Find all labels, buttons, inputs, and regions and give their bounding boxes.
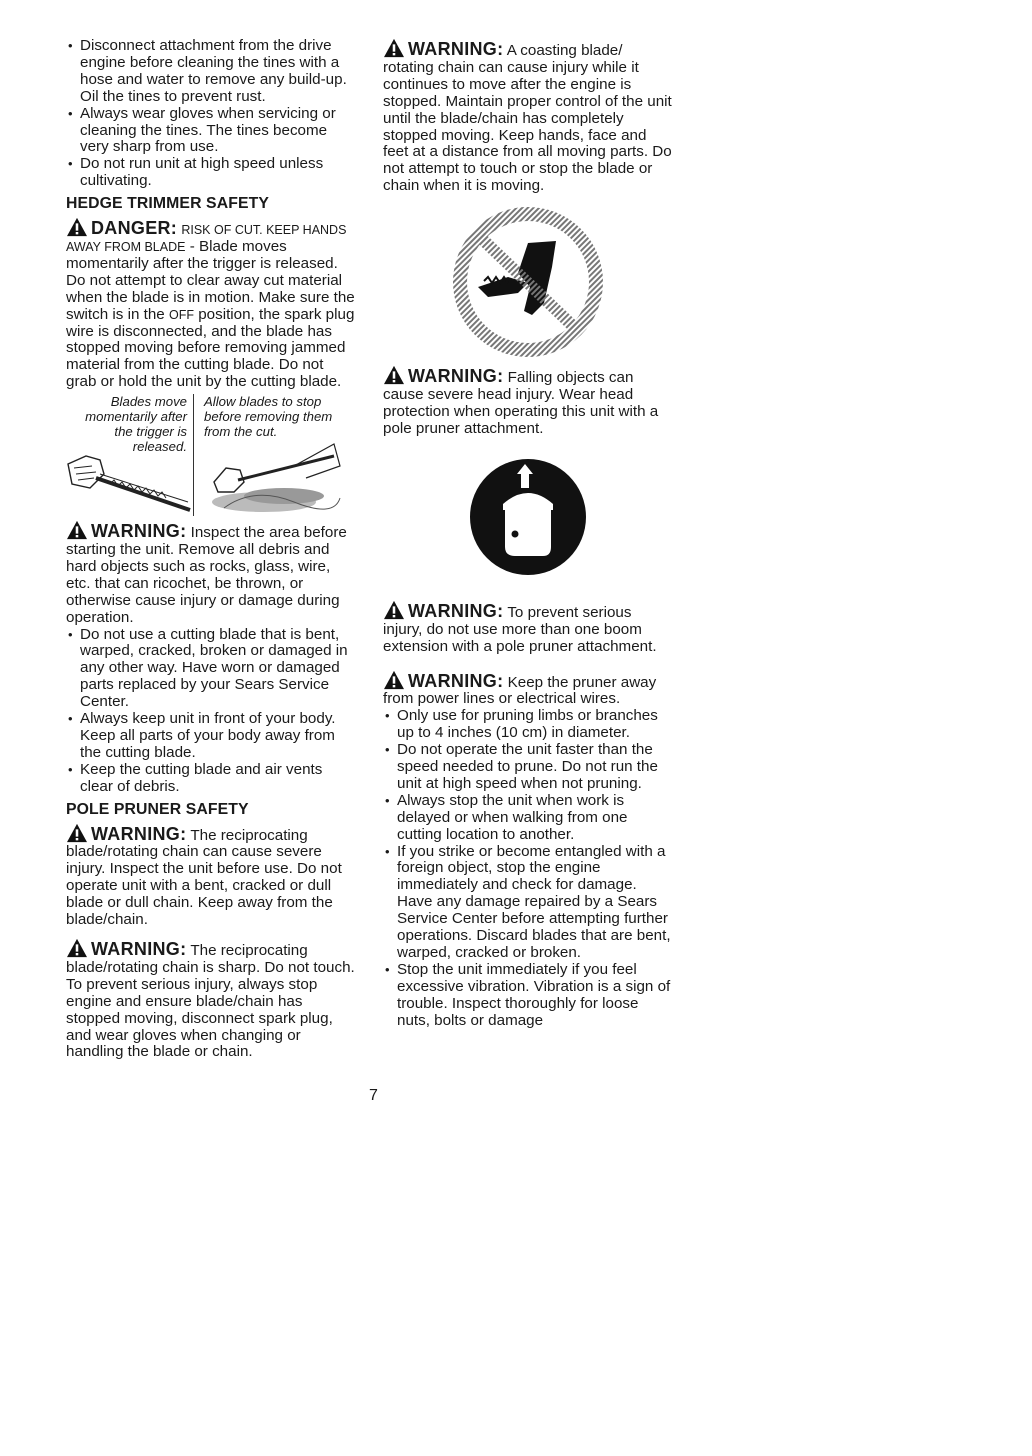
trimmer-in-hedge-illustration <box>194 442 344 516</box>
warning-label: WARNING: <box>91 521 187 542</box>
list-item: • Always stop the unit when work is delayed or when walking from one cutting location to another. <box>383 793 673 844</box>
no-hands-symbol-box <box>383 207 673 357</box>
head-protection-icon <box>463 452 593 582</box>
safety-alert-icon <box>66 217 88 237</box>
warning-coasting-blade <box>383 38 673 195</box>
warning-inspect-area <box>66 520 356 626</box>
off-position-text: OFF <box>168 307 194 322</box>
warning-label: WARNING: <box>408 600 504 621</box>
safety-alert-icon <box>383 38 405 58</box>
caption-right: Allow blades to stop before removing them from the cut. <box>204 394 333 440</box>
list-item: • Only use for pruning limbs or branches up to 4 inches (10 cm) in diameter. <box>383 708 673 742</box>
warning-label: WARNING: <box>408 366 504 387</box>
hand-trimmer-illustration <box>60 444 200 514</box>
right-column <box>383 38 673 1030</box>
list-item: • Do not run unit at high speed unless cultivating. <box>66 156 356 190</box>
warning-label: WARNING: <box>408 39 504 59</box>
danger-block <box>66 217 356 391</box>
list-item: • Do not use a cutting blade that is bent, warped, cracked, broken or damaged in any other way. Have worn or damaged parts replaced by your Sears Service Center. <box>66 627 356 712</box>
danger-body-b: position, the spark plug wire is disconnected, and the blade has stopped moving before removing jammed material from the cutting blade. Do not grab or hold the unit by the cutting blade. <box>66 305 355 391</box>
list-item: • Stop the unit immediately if you feel excessive vibration. Vibration is a sign of trouble. Inspect thoroughly for loose nuts, bolts or damage <box>383 962 673 1030</box>
safety-alert-icon <box>66 938 88 958</box>
warning-label: WARNING: <box>408 670 504 691</box>
no-hand-near-blade-icon <box>448 207 608 357</box>
blade-figure-right <box>194 394 356 516</box>
danger-label: DANGER: <box>91 218 178 239</box>
danger-caps-text: RISK OF CUT. KEEP HANDS AWAY FROM BLADE <box>66 223 347 254</box>
head-protection-symbol-box <box>383 452 673 582</box>
list-item: • Always wear gloves when servicing or cleaning the tines. The tines become very sharp from use. <box>66 106 356 157</box>
pole-pruner-safety-heading: POLE PRUNER SAFETY <box>66 800 249 818</box>
list-item: • Disconnect attachment from the drive engine before cleaning the tines with a hose and water to remove any build-up. Oil the tines to prevent rust. <box>66 38 356 106</box>
warning-boom-extension <box>383 600 673 656</box>
safety-alert-icon <box>383 670 405 690</box>
warning-text: The reciprocating blade/rotating chain can cause severe injury. Inspect the unit before use. Do not operate unit with a bent, cracked or dull blade or dull chain. Keep away from the blade/chain. <box>66 826 342 929</box>
mid-bullet-list <box>66 627 356 796</box>
danger-body-a: - Blade moves momentarily after the trigger is released. Do not attempt to clear away cut material when the blade is in motion. Make sure the switch is in the <box>66 237 355 323</box>
warning-power-lines <box>383 670 673 709</box>
warning-text: Falling objects can cause severe head injury. Wear head protection when operating this unit with a pole pruner attachment. <box>383 369 659 437</box>
warning-reciprocating-sharp <box>66 938 356 1061</box>
left-column <box>66 38 356 1061</box>
list-item: • Always keep unit in front of your body. Keep all parts of your body away from the cutting blade. <box>66 711 356 762</box>
warning-label: WARNING: <box>91 938 187 959</box>
pruner-bullet-list <box>383 708 673 1029</box>
top-bullet-list <box>66 38 356 190</box>
warning-text: A coasting blade/ rotating chain can cause injury while it continues to move after the engine is stopped. Maintain proper control of the unit until the blade/chain has completely stopped moving. Keep hands, face and feet at a distance from all moving parts. Do not attempt to touch or stop the blade or chain when it is moving. <box>383 42 672 195</box>
hedge-trimmer-safety-heading: HEDGE TRIMMER SAFETY <box>66 195 269 213</box>
warning-reciprocating-severe <box>66 823 356 929</box>
caption-left: Blades move momentarily after the trigger is released. <box>85 394 187 455</box>
warning-text: Inspect the area before starting the unit. Remove all debris and hard objects such as rocks, glass, wire, etc. that can ricochet, be thrown, or otherwise cause injury or damage during operation. <box>66 524 347 626</box>
safety-alert-icon <box>66 823 88 843</box>
warning-label: WARNING: <box>91 823 187 844</box>
warning-text: To prevent serious injury, do not use more than one boom extension with a pole pruner attachment. <box>383 603 657 655</box>
safety-alert-icon <box>66 520 88 540</box>
safety-alert-icon <box>383 365 405 385</box>
warning-text: Keep the pruner away from power lines or electrical wires. <box>383 673 657 708</box>
page-number: 7 <box>369 1087 378 1104</box>
list-item: • Keep the cutting blade and air vents clear of debris. <box>66 762 356 796</box>
list-item: • Do not operate the unit faster than the speed needed to prune. Do not run the unit at high speed when not pruning. <box>383 742 673 793</box>
warning-falling-objects <box>383 365 673 438</box>
blade-figure-left <box>66 394 194 516</box>
list-item: • If you strike or become entangled with a foreign object, stop the engine immediately and check for damage. Have any damage repaired by a Sears Service Center before attempting further operations. Discard blades that are bent, warped, cracked or broken. <box>383 844 673 962</box>
warning-text: The reciprocating blade/rotating chain is sharp. Do not touch. To prevent serious injury, always stop engine and ensure blade/chain has stopped moving, disconnect spark plug, and wear gloves when changing or handling the blade or chain. <box>66 941 355 1061</box>
hedge-trimmer-figures <box>66 394 356 516</box>
safety-alert-icon <box>383 600 405 620</box>
